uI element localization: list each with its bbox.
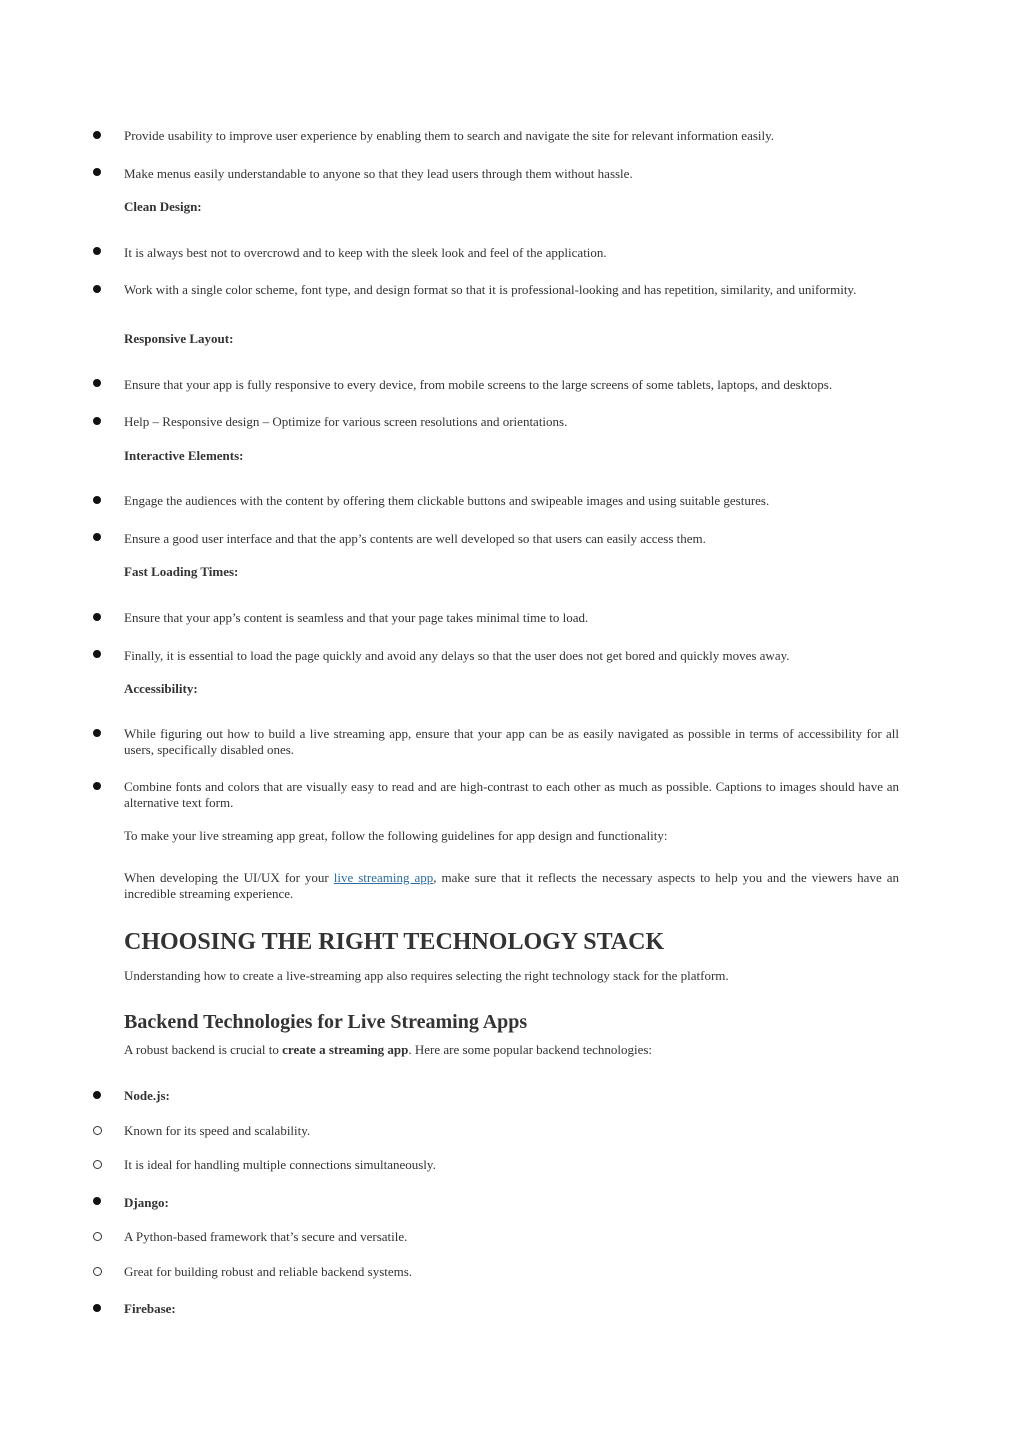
sub-list-item: A Python-based framework that’s secure and versatile. [124, 1229, 408, 1244]
bullet-marker [93, 417, 101, 425]
list-item: Work with a single color scheme, font type, and design format so that it is professional-looking and has repetition, similarity, and uniformity. [124, 282, 857, 297]
list-item: Ensure that your app is fully responsive to every device, from mobile screens to the large screens of some tablets, laptops, and desktops. [124, 377, 833, 392]
list-item: Combine fonts and colors that are visually easy to read and are high-contrast to each other as much as possible. Captions to images should have an alternative text form. [124, 779, 899, 810]
section-heading-responsive-layout: Responsive Layout: [124, 331, 234, 346]
section-heading-accessibility: Accessibility: [124, 681, 198, 696]
sub-list-item: It is ideal for handling multiple connections simultaneously. [124, 1157, 436, 1172]
list-item: Ensure that your app’s content is seamless and that your page takes minimal time to load. [124, 610, 589, 625]
backend-item-name: Node.js: [124, 1088, 170, 1103]
section-heading-fast-loading: Fast Loading Times: [124, 564, 239, 579]
heading-technology-stack: CHOOSING THE RIGHT TECHNOLOGY STACK [124, 929, 665, 955]
list-item: Engage the audiences with the content by offering them clickable buttons and swipeable images and using suitable gestures. [124, 493, 770, 508]
bullet-marker [93, 533, 101, 541]
bullet-marker [93, 168, 101, 176]
list-item: Ensure a good user interface and that the app’s contents are well developed so that users can easily access them. [124, 531, 706, 546]
list-item: Help – Responsive design – Optimize for various screen resolutions and orientations. [124, 414, 568, 429]
list-item: Finally, it is essential to load the page quickly and avoid any delays so that the user does not get bored and quickly moves away. [124, 648, 790, 663]
bullet-marker [93, 285, 101, 293]
backend-item-name: Firebase: [124, 1301, 176, 1316]
heading-backend-technologies: Backend Technologies for Live Streaming Apps [124, 1011, 528, 1033]
live-streaming-app-link[interactable]: live streaming app [333, 870, 434, 885]
uiux-text-before: When developing the UI/UX for your [124, 870, 334, 885]
backend-intro-bold: create a streaming app [282, 1042, 409, 1057]
sub-bullet-marker [93, 1232, 102, 1241]
bullet-marker [93, 496, 101, 504]
sub-bullet-marker [93, 1160, 102, 1169]
section-heading-clean-design: Clean Design: [124, 199, 202, 214]
tech-stack-intro: Understanding how to create a live-streaming app also requires selecting the right technology stack for the platform. [124, 968, 729, 983]
uiux-text-after: , make sure that it reflects the necessary aspects to help you and the viewers have an incredible streaming experience. [124, 870, 899, 901]
bullet-marker [93, 1304, 101, 1312]
backend-intro [124, 1042, 899, 1058]
backend-intro-before: A robust backend is crucial to [124, 1042, 283, 1057]
bullet-marker [93, 782, 101, 790]
bullet-marker [93, 379, 101, 387]
list-item: While figuring out how to build a live streaming app, ensure that your app can be as easily navigated as possible in terms of accessibility for all users, specifically disabled ones. [124, 726, 899, 757]
guidelines-intro: To make your live streaming app great, follow the following guidelines for app design and functionality: [124, 828, 668, 843]
bullet-marker [93, 650, 101, 658]
bullet-marker [93, 1091, 101, 1099]
section-heading-interactive-elements: Interactive Elements: [124, 448, 244, 463]
bullet-marker [93, 729, 101, 737]
list-item: Make menus easily understandable to anyone so that they lead users through them without hassle. [124, 166, 633, 181]
list-item: Provide usability to improve user experience by enabling them to search and navigate the site for relevant information easily. [124, 128, 775, 143]
sub-bullet-marker [93, 1126, 102, 1135]
bullet-marker [93, 613, 101, 621]
list-item: It is always best not to overcrowd and to keep with the sleek look and feel of the application. [124, 245, 607, 260]
sub-bullet-marker [93, 1267, 102, 1276]
sub-list-item: Known for its speed and scalability. [124, 1123, 311, 1138]
sub-list-item: Great for building robust and reliable backend systems. [124, 1264, 413, 1279]
uiux-paragraph [124, 870, 899, 902]
bullet-marker [93, 131, 101, 139]
bullet-marker [93, 1197, 101, 1205]
bullet-marker [93, 247, 101, 255]
backend-item-name: Django: [124, 1195, 169, 1210]
backend-intro-after: . Here are some popular backend technologies: [408, 1042, 653, 1057]
